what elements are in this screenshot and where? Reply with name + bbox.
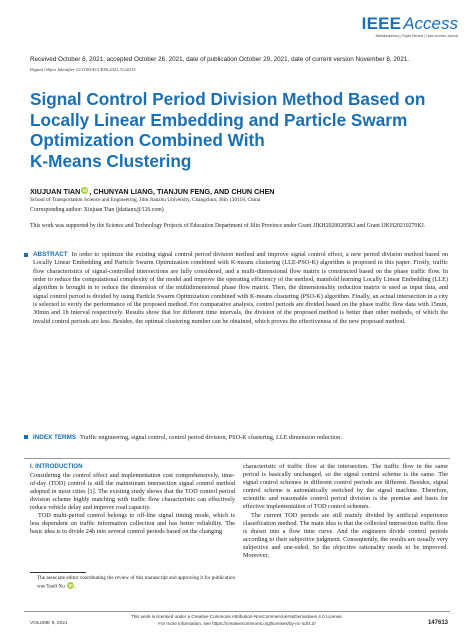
logo-tagline: Multidisciplinary | Rapid Review | Open Access Journal [375, 34, 458, 38]
abstract-text: In order to optimize the existing signal control period division method and improve signal control effect, a new period division method based on Locally Linear Embedding and Particle Swarm Optimization combined with K-means clustering (LLE-PSO-K) algorithm is proposed in this paper. Firstly, traffic flow characteristics of signal-controlled intersections are fully considered, and a multi-dimensional flow matrix is constructed based on the phase traffic flow. In order to reduce the computational complexity of the model and improve the operating efficiency of the method, manifold learning Locally Linear Embedding (LLE) algorithm is brought in to reduce the dimension of the multidimensional phase flow matrix. Then, the dimensionality reduction matrix is used as input data, and signal control period is divided by using Particle Swarm Optimization combined with K-means clustering (PSO-K) algorithm. Finally, an actual intersection in a city is selected to verify the performance of the proposed method. For comparative analysis, control periods are divided based on the phase traffic flow data with 15min, 30min and 1h interval respectively. Results show that for different time intervals, the division of the proposed method is better than other methods, of which the invalid control periods are less. Besides, the optimal clustering number can be obtained, which proves the effectiveness of the new proposed method. [33, 251, 448, 325]
index-terms-label: INDEX TERMS [33, 434, 77, 441]
author-rest: , CHUNYAN LIANG, TIANJUN FENG, AND CHUN CHEN [89, 187, 275, 196]
index-terms [33, 434, 448, 442]
logo-access-text: Access [403, 14, 458, 33]
ieee-access-logo [362, 14, 458, 36]
logo-ieee-text: IEEE [361, 14, 402, 33]
volume-label: VOLUME 9, 2021 [30, 621, 68, 626]
title-line-1: Signal Control Period Division Method Based on [30, 89, 426, 109]
doi-line: Digital Object Identifier 10.1109/ACCESS.2021.3124215 [30, 67, 136, 72]
intro-paragraph-4: The current TOD periods are still mainly divided by artificial experience classification method. The main idea is that the collected intersection traffic flow is drawn into a flow time curve. And the engineers divide control periods according to their subjective judgment. Consequently, the results are usually very subjective and one-sided. So the objective rationality needs to be improved. Moreover, [243, 511, 448, 560]
footer-divider [24, 611, 450, 612]
intro-paragraph-1: Considering the control effect and implementation cost comprehensively, time-of-day (TOD) control is still the mainstream intersection signal control method adopted in most cities [1]. The existing study shows that the TOD control period division scheme highly matching with traffic flow characteristic can effectively reduce vehicle delay and improve road capacity. [30, 471, 235, 511]
editor-orcid-icon[interactable]: iD [68, 582, 73, 588]
publication-dates: Received October 8, 2021, accepted October 26, 2021, date of publication October 29, 2021, date of current version November 8, 2021. [30, 56, 410, 63]
associate-editor-text: The associate editor coordinating the review of this manuscript and approving it for publication was Yanli Xu [37, 575, 236, 590]
paper-title [30, 89, 450, 171]
intro-paragraph-2: TOD multi-period control belongs to off-line signal timing mode, which is less dependent on traffic information collection and has better reliability. The basic idea is to divide 24h into several control periods based on the changing [30, 512, 235, 536]
license-line-1: This work is licensed under a Creative Commons Attribution-NonCommercial-NoDerivatives 4.0 License. [130, 614, 344, 619]
title-line-4: K-Means Clustering [30, 150, 192, 171]
index-terms-text: Traffic engineering, signal control, control period division, PSO-K clustering, LLE dimension reduction. [80, 434, 342, 441]
corresponding-author: Corresponding author: Xiujuan Tian (jdatianx@126.com) [30, 207, 164, 213]
abstract [33, 251, 448, 326]
abstract-label: ABSTRACT [33, 251, 68, 258]
title-line-2: Locally Linear Embedding and Particle Swarm [30, 109, 408, 130]
footnote-rule [30, 572, 86, 573]
section-divider [24, 458, 450, 459]
body-column-left [30, 463, 235, 536]
associate-editor-note: The associate editor coordinating the review of this manuscript and approving it for publication was Yanli Xu iD . [37, 575, 236, 590]
index-terms-marker-icon [24, 435, 28, 439]
abstract-marker-icon [24, 253, 28, 257]
author-list [30, 187, 274, 196]
author-first: XIUJUAN TIAN [30, 187, 81, 196]
orcid-icon[interactable]: iD [82, 188, 88, 193]
funding-note: This work was supported by the Science and Technology Projects of Education Department of Jilin Province under Grant JJKH20200285KJ and Grant JJKH20210270KJ. [30, 223, 426, 229]
license-line-2[interactable]: For more information, see https://creativecommons.org/licenses/by-nc-nd/4.0/ [158, 621, 316, 626]
section-heading-introduction: I. INTRODUCTION [30, 463, 83, 470]
body-column-right [243, 463, 448, 560]
affiliation: School of Transportation Science and Engineering, Jilin Jianzhu University, Changchun, Jilin 130118, China [30, 197, 261, 203]
page-number: 147613 [427, 620, 448, 626]
intro-paragraph-3: characteristic of traffic flow at the intersection. The traffic flow in the same period is basically unchanged, so the signal control scheme is the same. The signal control schemes in different control periods are different. Besides, signal control scheme is automatically switched by the signal machine. Therefore, scientific and reasonable control period division is the premise and basis for effective implementation of TOD control schemes. [243, 463, 448, 511]
title-line-3: Optimization Combined With [30, 130, 265, 151]
